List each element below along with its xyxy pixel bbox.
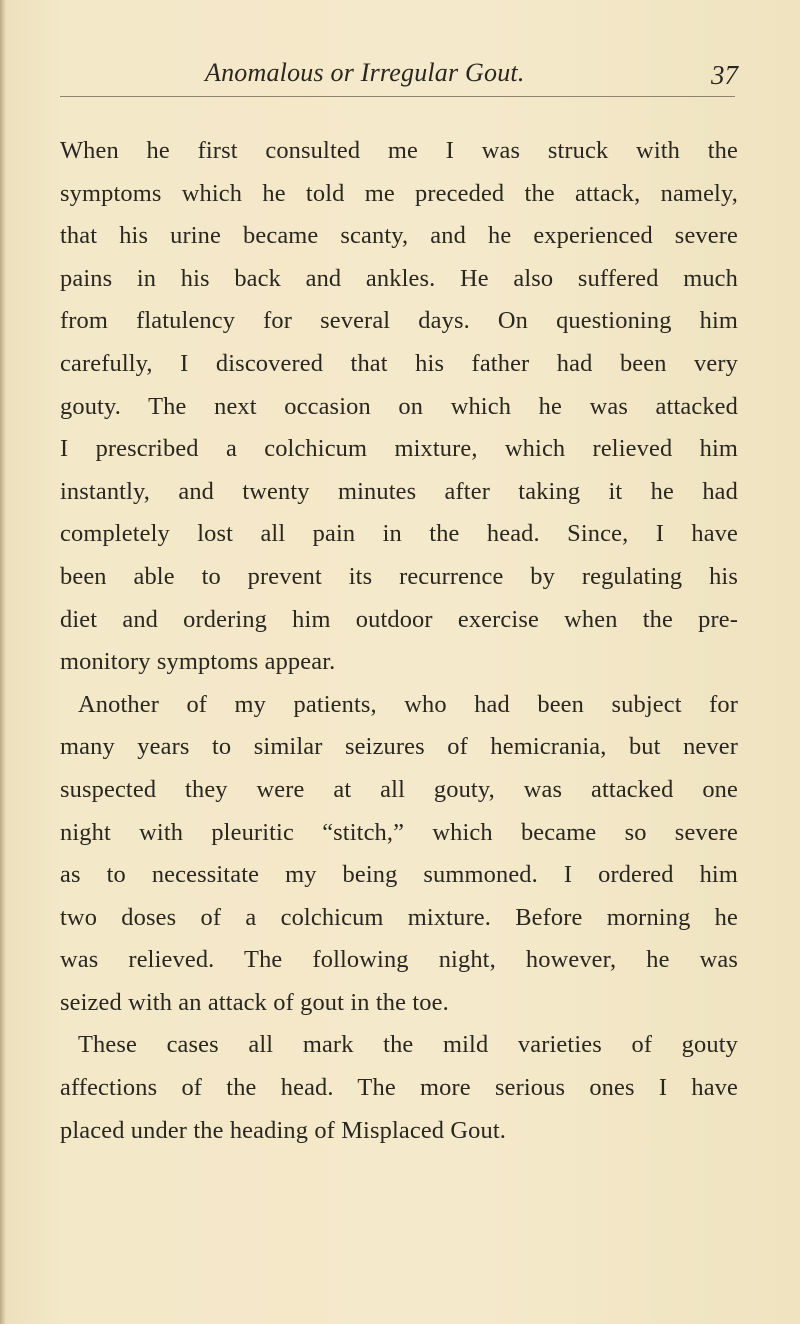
text-line: carefully, I discovered that his father had been very [60,349,738,377]
text-line: many years to similar seizures of hemicrania, but never [60,733,738,761]
text-line: Another of my patients, who had been subject for [78,690,738,718]
text-line: These cases all mark the mild varieties of gouty [78,1031,738,1059]
text-line: as to necessitate my being summoned. I ordered him [60,861,738,889]
text-line: instantly, and twenty minutes after taking it he had [60,477,738,505]
text-line: diet and ordering him outdoor exercise when the pre- [60,605,738,633]
header-rule [60,96,735,97]
text-line: pains in his back and ankles. He also suffered much [60,264,738,292]
text-line: placed under the heading of Misplaced Gout. [60,1116,507,1144]
text-line: I prescribed a colchicum mixture, which relieved him [60,435,738,463]
page-binding-edge [0,0,6,1324]
text-line: was relieved. The following night, however, he was [60,946,738,974]
text-line: that his urine became scanty, and he experienced severe [60,222,738,250]
text-line: suspected they were at all gouty, was attacked one [60,775,738,803]
body-text [60,130,738,1152]
text-line: seized with an attack of gout in the toe. [60,988,449,1016]
text-line: been able to prevent its recurrence by regulating his [60,562,738,590]
page-number: 37 [711,60,738,90]
text-line: affections of the head. The more serious ones I have [60,1074,738,1102]
running-head-title: Anomalous or Irregular Gout. [205,58,525,87]
text-line: night with pleuritic “stitch,” which became so severe [60,818,738,846]
text-line: two doses of a colchicum mixture. Before morning he [60,903,738,931]
text-line: from flatulency for several days. On questioning him [60,307,738,335]
text-line: When he first consulted me I was struck with the [60,137,738,164]
text-line: monitory symptoms appear. [60,648,336,676]
text-line: completely lost all pain in the head. Since, I have [60,520,738,548]
running-head [0,58,800,98]
text-line: gouty. The next occasion on which he was attacked [60,392,738,420]
text-line: symptoms which he told me preceded the attack, namely, [60,179,738,207]
